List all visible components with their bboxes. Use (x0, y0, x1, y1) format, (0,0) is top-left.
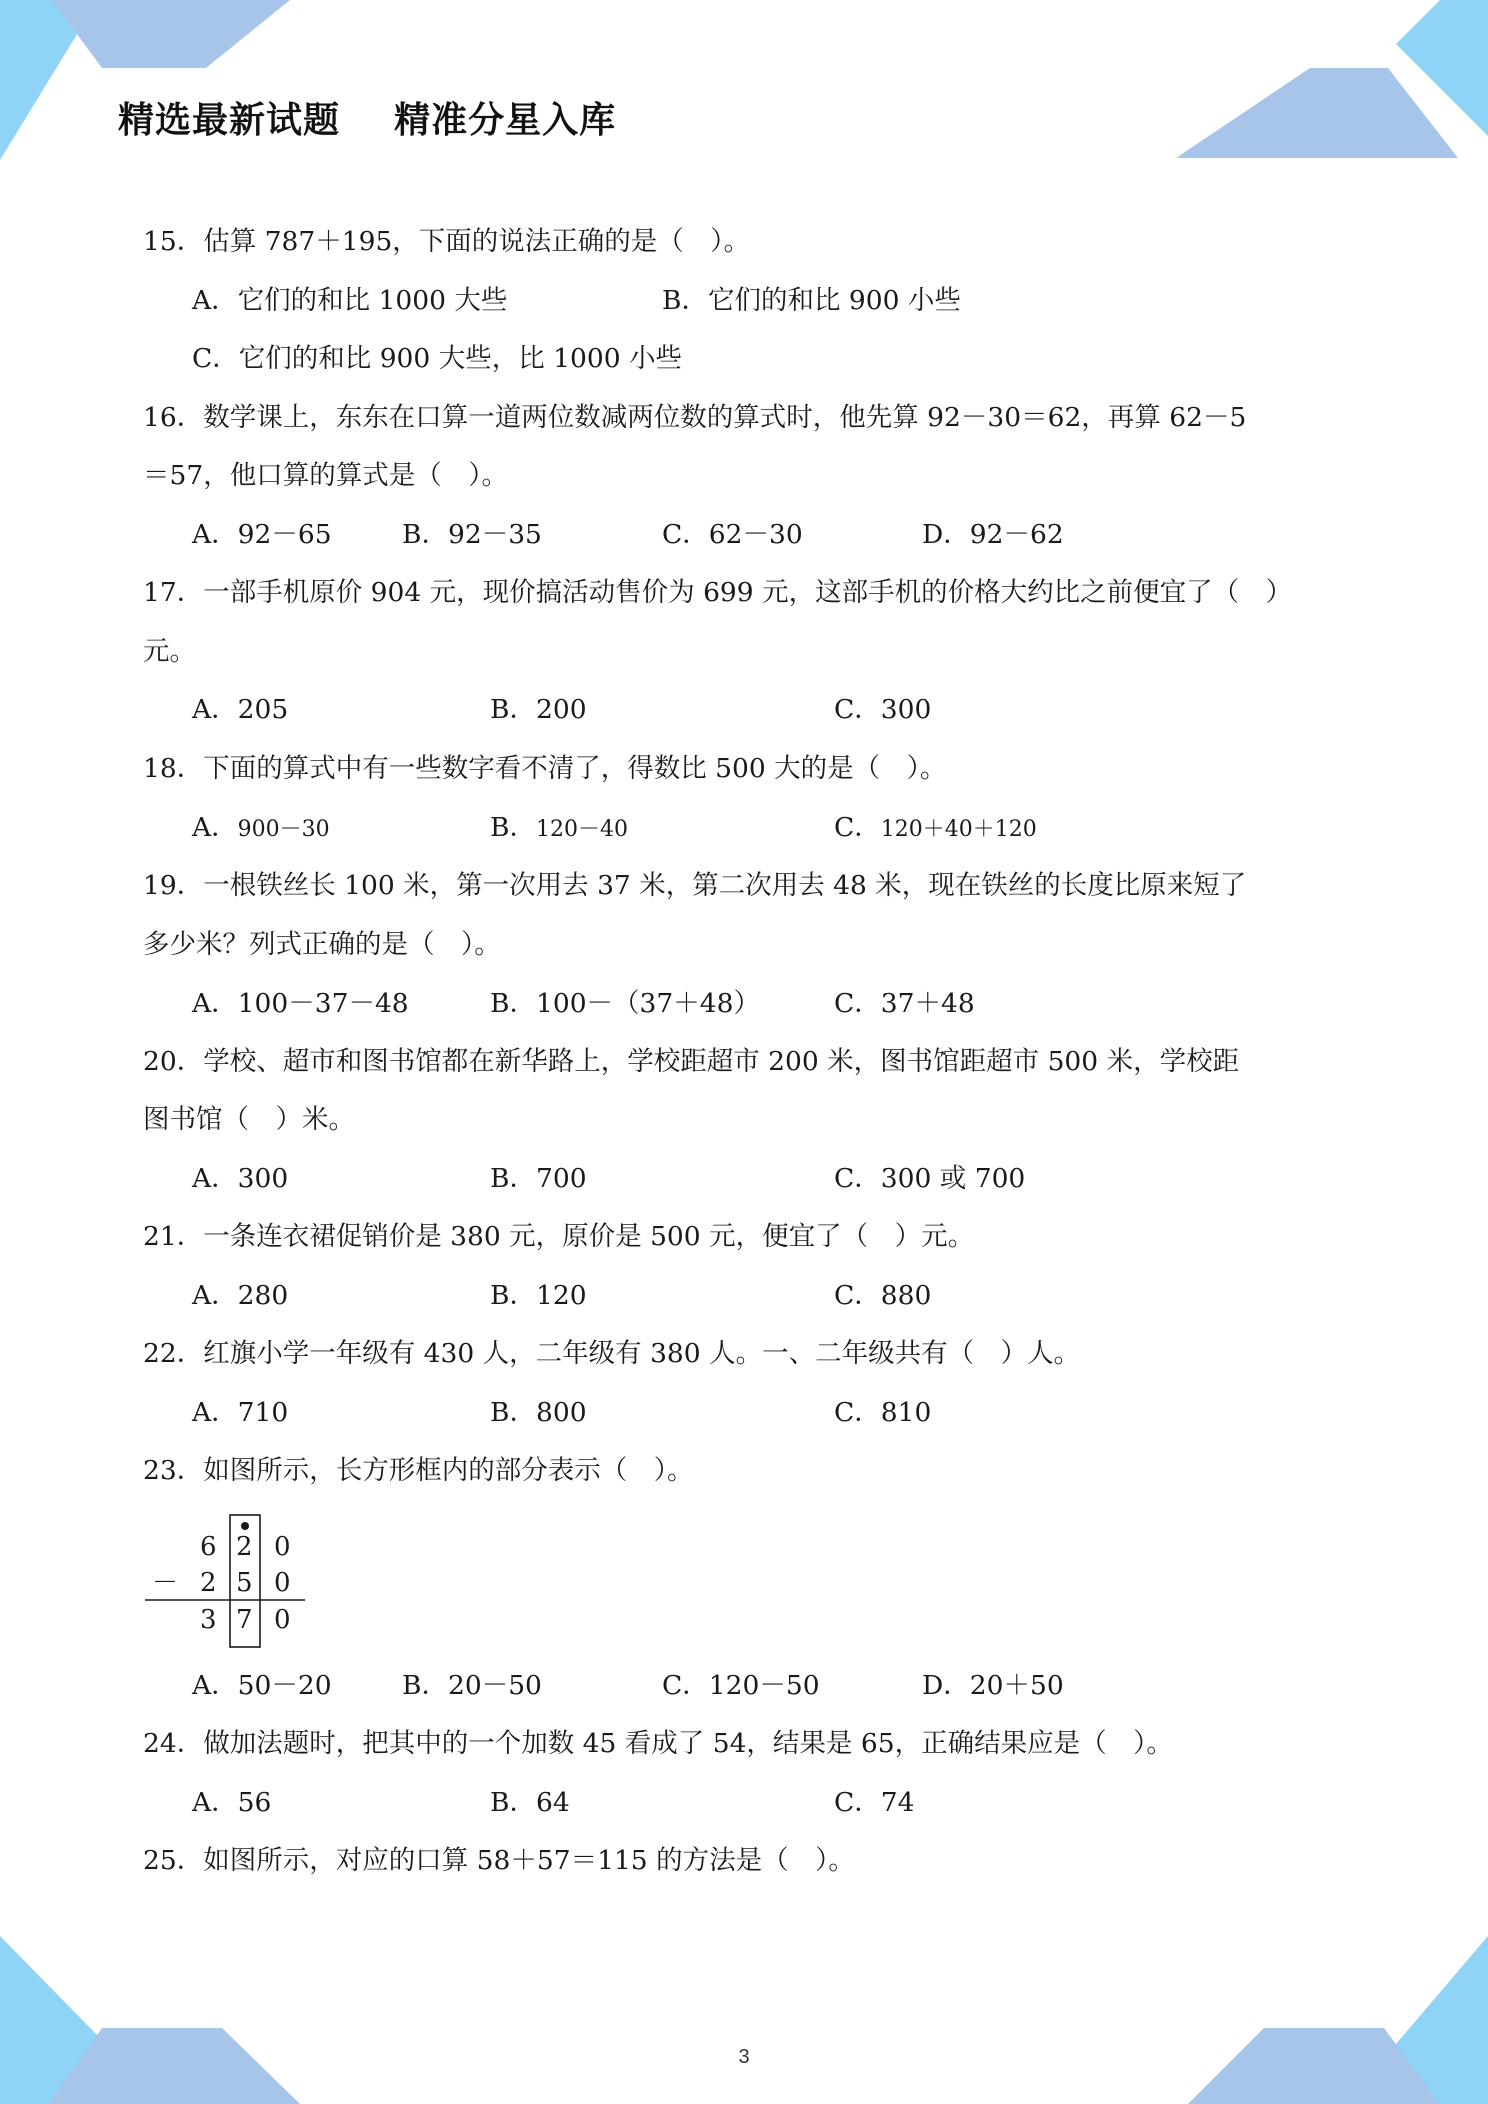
q24-option-b: B．64 (490, 1787, 570, 1818)
row2-tens: 5 (236, 1568, 253, 1598)
q22-option-a: A．710 (192, 1397, 289, 1428)
q23-option-c: C．120－50 (662, 1670, 820, 1701)
question-17-line-2: 元。 (143, 636, 196, 667)
row2-ones: 0 (274, 1568, 291, 1598)
q17-option-b: B．200 (490, 694, 587, 725)
question-16-line-2: ＝57，他口算的算式是（ ）。 (143, 460, 508, 491)
q15-option-c: C．它们的和比 900 大些，比 1000 小些 (192, 343, 682, 374)
row2-hundreds: 2 (200, 1568, 217, 1598)
question-19-line-2: 多少米？列式正确的是（ ）。 (143, 929, 501, 960)
top-right-dark-trapezoid (1176, 68, 1458, 158)
row3-ones: 0 (274, 1605, 291, 1635)
row1-hundreds: 6 (200, 1532, 217, 1562)
q16-option-a: A．92－65 (192, 519, 332, 550)
q18-option-c-label: C． (834, 812, 881, 843)
question-16-line-1: 16．数学课上，东东在口算一道两位数减两位数的算式时，他先算 92－30＝62，再算 62－5 (143, 402, 1247, 433)
q16-option-b: B．92－35 (402, 519, 542, 550)
q19-option-a: A．100－37－48 (192, 988, 409, 1019)
row1-ones: 0 (274, 1532, 291, 1562)
q17-option-a: A．205 (192, 694, 289, 725)
q21-option-b: B．120 (490, 1280, 587, 1311)
q18-option-a-label: A． (192, 812, 238, 843)
q19-option-c: C．37＋48 (834, 988, 975, 1019)
page-number: 3 (738, 2046, 750, 2068)
row3-tens: 7 (236, 1605, 253, 1635)
question-17-line-1: 17．一部手机原价 904 元，现价搞活动售价为 699 元，这部手机的价格大约比之前便宜了（ ） (143, 577, 1293, 608)
q18-option-a-formula: 900－30 (237, 817, 330, 842)
header-title: 精选最新试题 精准分星入库 (118, 100, 617, 141)
q19-option-b: B．100－（37＋48） (490, 988, 760, 1019)
q18-option-c (834, 810, 1037, 848)
q21-option-a: A．280 (192, 1280, 289, 1311)
question-18: 18．下面的算式中有一些数字看不清了，得数比 500 大的是（ ）。 (143, 753, 947, 784)
q18-option-c-formula: 120＋40＋120 (880, 817, 1037, 842)
question-19-line-1: 19．一根铁丝长 100 米，第一次用去 37 米，第二次用去 48 米，现在铁丝的长度比原来短了 (143, 870, 1247, 901)
top-left-dark-trapezoid (52, 0, 290, 68)
q18-option-b-label: B． (490, 812, 536, 843)
q23-option-b: B．20－50 (402, 1670, 542, 1701)
q16-option-c: C．62－30 (662, 519, 803, 550)
q22-option-b: B．800 (490, 1397, 587, 1428)
q20-option-c: C．300 或 700 (834, 1163, 1026, 1194)
q18-option-a (192, 810, 330, 848)
q20-option-a: A．300 (192, 1163, 289, 1194)
vertical-subtraction-figure (140, 1510, 320, 1650)
q18-option-b-formula: 120－40 (535, 817, 628, 842)
question-21: 21．一条连衣裙促销价是 380 元，原价是 500 元，便宜了（ ）元。 (143, 1221, 975, 1252)
question-25: 25．如图所示，对应的口算 58＋57＝115 的方法是（ ）。 (143, 1845, 855, 1876)
row1-tens: 2 (236, 1532, 253, 1562)
q24-option-c: C．74 (834, 1787, 915, 1818)
question-22: 22．红旗小学一年级有 430 人，二年级有 380 人。一、二年级共有（ ）人。 (143, 1338, 1081, 1369)
borrow-dot (241, 1522, 249, 1530)
q22-option-c: C．810 (834, 1397, 932, 1428)
q15-option-b: B．它们的和比 900 小些 (662, 285, 961, 316)
minus-sign: － (152, 1568, 179, 1598)
q23-option-a: A．50－20 (192, 1670, 332, 1701)
q18-option-b (490, 810, 628, 848)
row3-hundreds: 3 (200, 1605, 217, 1635)
question-20-line-1: 20．学校、超市和图书馆都在新华路上，学校距超市 200 米，图书馆距超市 500 米，学校距 (143, 1046, 1240, 1077)
q20-option-b: B．700 (490, 1163, 587, 1194)
question-24: 24．做加法题时，把其中的一个加数 45 看成了 54，结果是 65，正确结果应是（ ）。 (143, 1728, 1173, 1759)
question-23: 23．如图所示，长方形框内的部分表示（ ）。 (143, 1455, 694, 1486)
q21-option-c: C．880 (834, 1280, 932, 1311)
q16-option-d: D．92－62 (922, 519, 1064, 550)
question-15: 15．估算 787＋195，下面的说法正确的是（ ）。 (143, 226, 751, 257)
q17-option-c: C．300 (834, 694, 932, 725)
question-20-line-2: 图书馆（ ）米。 (143, 1104, 355, 1135)
q24-option-a: A．56 (192, 1787, 272, 1818)
q15-option-a: A．它们的和比 1000 大些 (192, 285, 508, 316)
q23-option-d: D．20＋50 (922, 1670, 1064, 1701)
